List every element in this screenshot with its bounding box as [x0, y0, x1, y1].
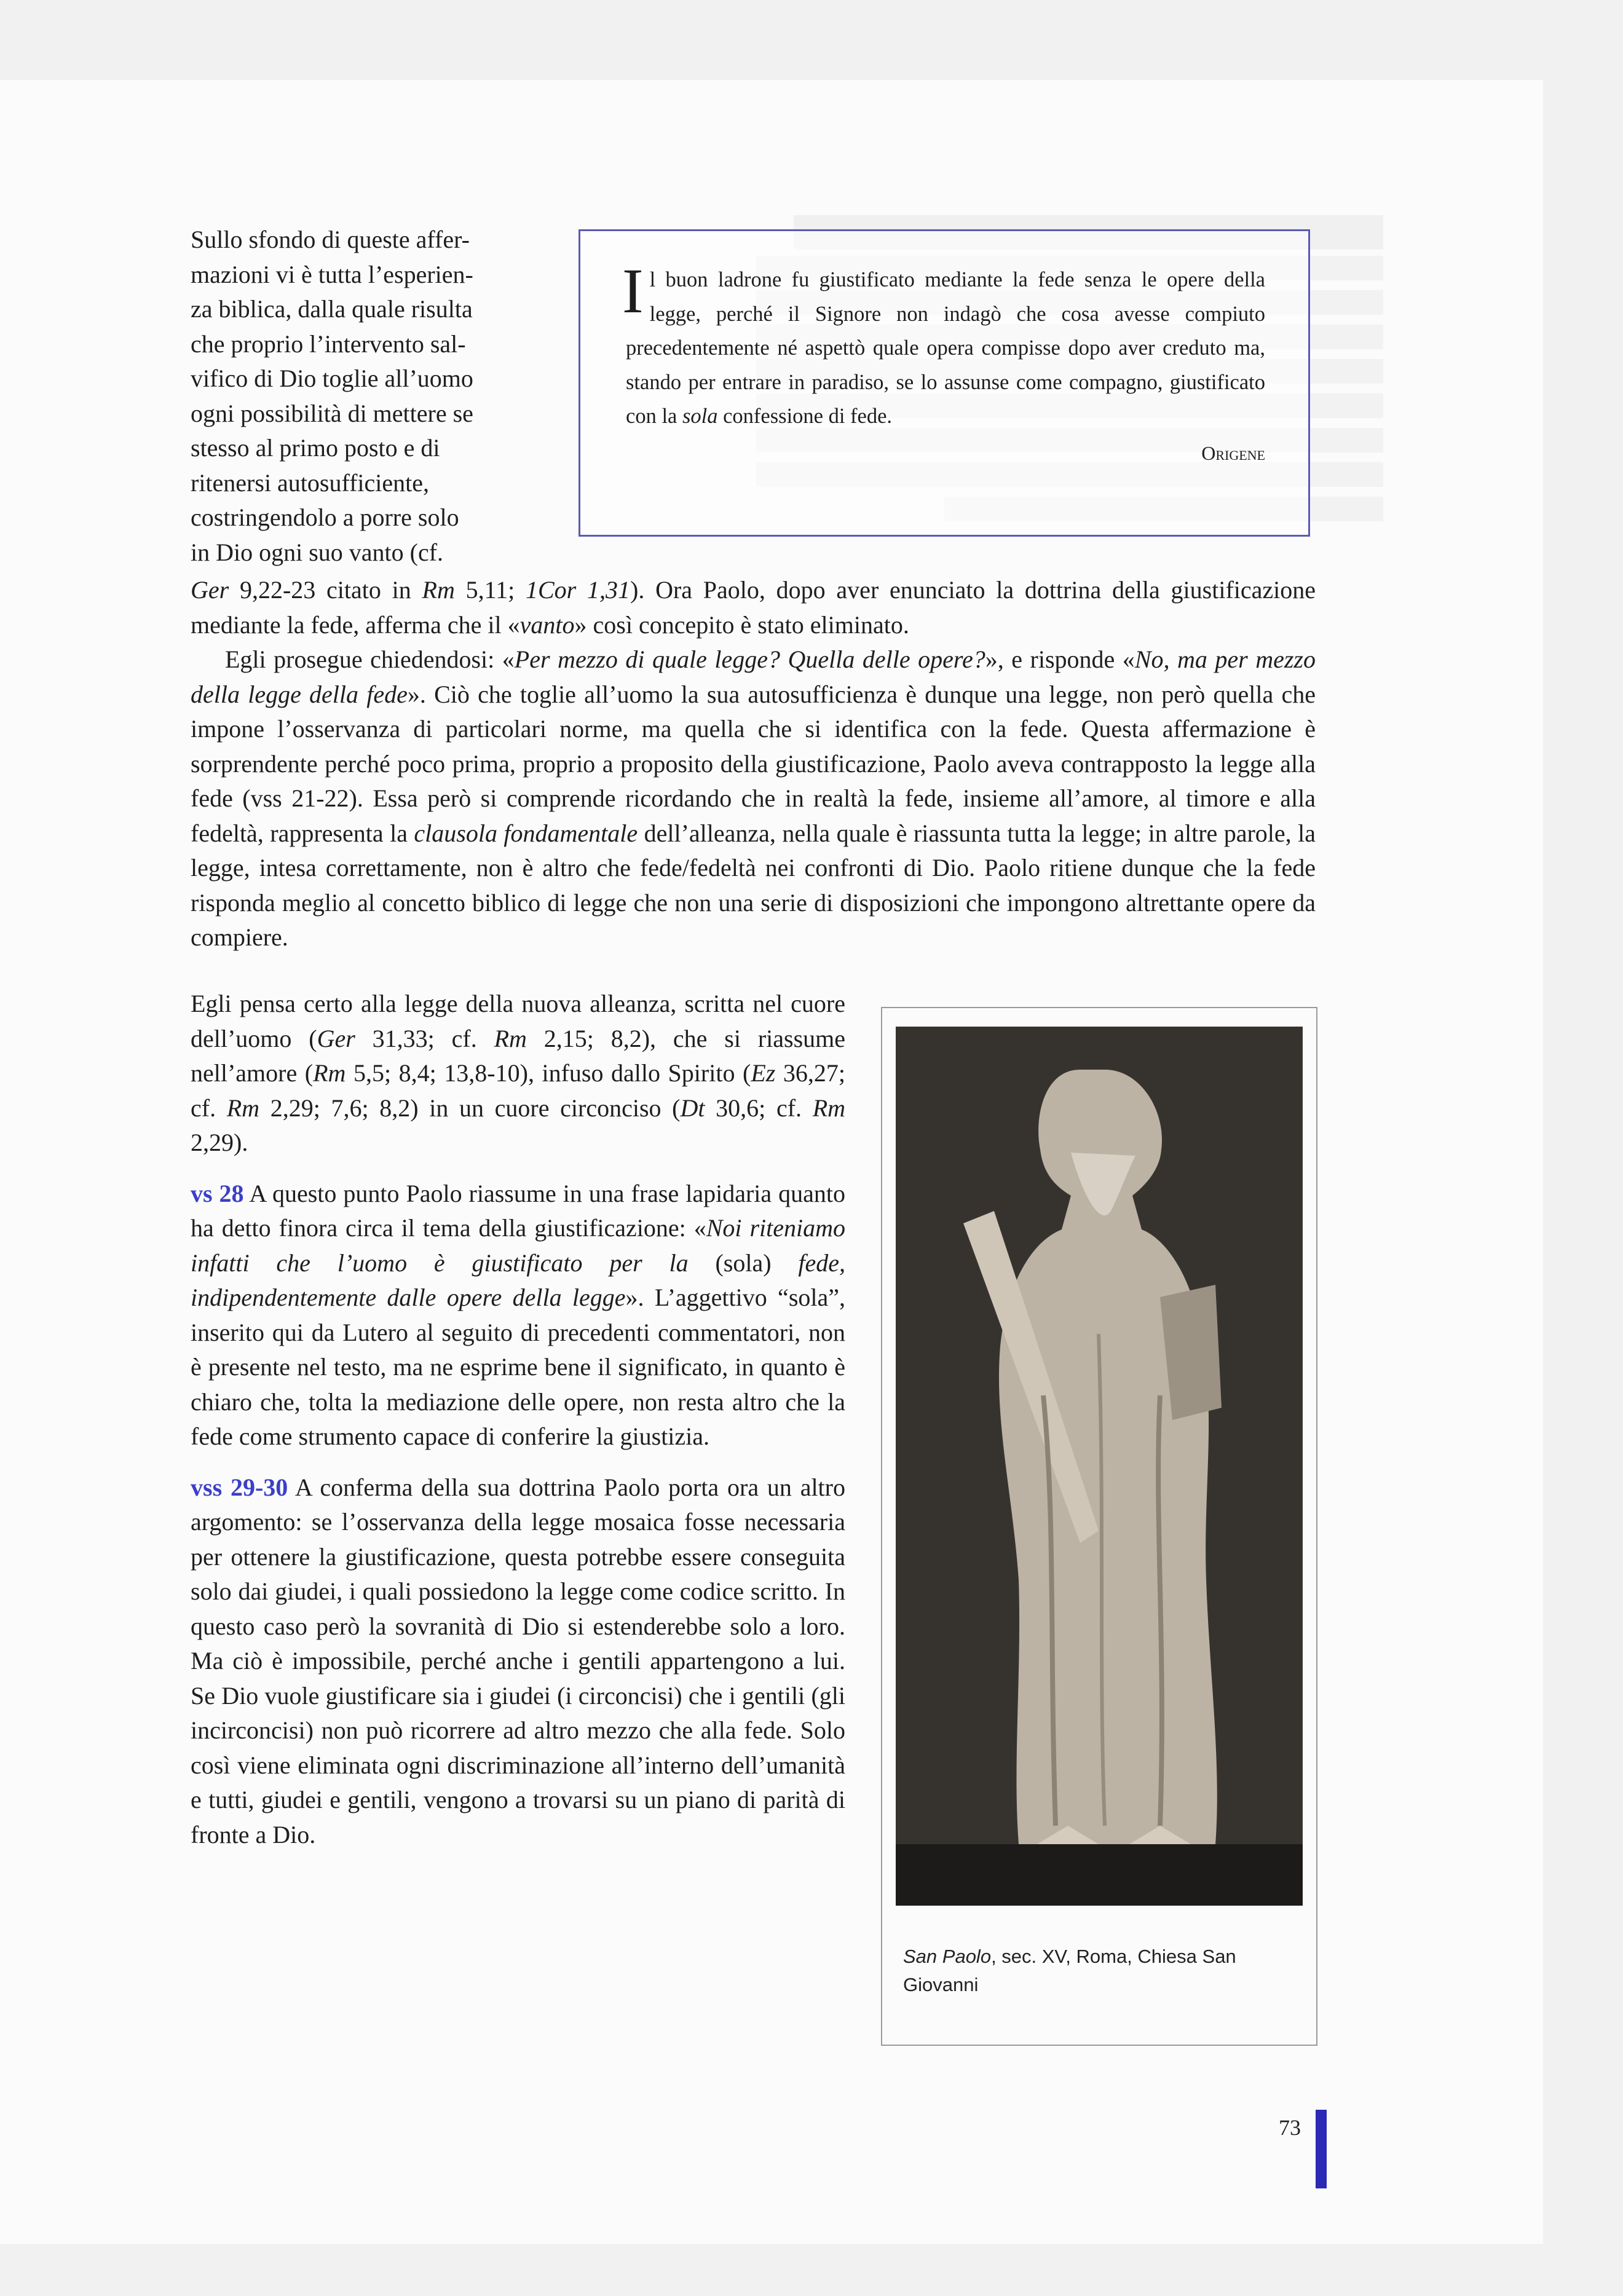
- intro-line: za biblica, dalla quale risulta: [191, 295, 473, 323]
- paragraph-1: [191, 573, 1316, 642]
- text: dell’alleanza, nella quale è riassunta tutta la legge; in altre parole, la legge, intesa correttamente, non è altro che fede/fedeltà nei confronti di Dio. Paolo ritiene dunque che la fede risponda meglio al concetto biblico di legge che non una serie di disposizioni che impongono altrettante opere da compiere.: [191, 819, 1316, 951]
- quote-author: Origene: [1201, 441, 1265, 464]
- ref: 1Cor 1,31: [526, 576, 631, 604]
- text: A questo punto Paolo riassume in una frase lapidaria quanto ha detto finora circa il tema della giustificazione: «: [191, 1179, 845, 1242]
- ref: Ger: [191, 576, 229, 604]
- text: 2,29).: [191, 1129, 248, 1156]
- figure-box: [881, 1007, 1317, 2046]
- text: 2,29; 7,6; 8,2) in un cuore circonciso (: [259, 1094, 681, 1122]
- intro-line: ogni possibilità di mettere se: [191, 399, 473, 427]
- origen-quote-box: [579, 229, 1310, 537]
- page-tab-marker: [1316, 2110, 1327, 2188]
- verse-label: vs 28: [191, 1179, 244, 1207]
- text: Egli pensa certo alla legge della nuova alleanza, scritta nel cuore dell’uomo (: [191, 990, 845, 1052]
- text: 30,6; cf.: [705, 1094, 813, 1122]
- intro-line: mazioni vi è tutta l’esperien-: [191, 260, 473, 288]
- body-left-column: [191, 987, 845, 1852]
- intro-line: in Dio ogni suo vanto (cf.: [191, 538, 444, 566]
- text: (sola): [688, 1249, 799, 1277]
- ref: Ger: [317, 1024, 355, 1052]
- text: 2,15; 8,2), che si riassume nell’amore (: [191, 1024, 846, 1087]
- text: ». Ciò che toglie all’uomo la sua autosufficienza è dunque una legge, non però quella che impone l’osservanza di particolari norme, ma quella che si identifica con la fede. Questa affermazione è sorprendente perché poco prima, proprio a proposito della giustificazione, Paolo aveva contrapposto la legge alla fede (vss 21-22). Essa però si comprende ricordando che in realtà la fede, insieme all’amore, al timore e alla fedeltà, rappresenta la: [191, 680, 1316, 847]
- ref: Rm: [422, 576, 455, 604]
- caption-rest: , sec. XV, Roma, Chiesa San Giovanni: [903, 1946, 1236, 1995]
- text: » così concepito è stato eliminato.: [574, 610, 909, 639]
- paragraph-2: [191, 642, 1316, 955]
- text: 31,33; cf.: [355, 1024, 494, 1052]
- intro-column: [191, 223, 542, 570]
- text: A conferma della sua dottrina Paolo porta ora un altro argomento: se l’osservanza della legge mosaica fosse necessaria per ottenere la giustificazione, questa potrebbe essere conseguita solo dai giudei, i quali possiedono la legge come codice scritto. In questo caso però la sovranità di Dio si estenderebbe solo a loro. Ma ciò è impossibile, perché anche i gentili appartengono a lui. Se Dio vuole giustificare sia i giudei (i circoncisi) che i gentili (gli incirconcisi) non può ricorrere ad altro mezzo che alla fede. Solo così viene eliminata ogni discriminazione all’interno dell’umanità e tutti, giudei e gentili, vengono a trovarsi su un piano di parità di fronte a Dio.: [191, 1473, 845, 1848]
- figure-caption: [903, 1943, 1303, 1999]
- ref: Rm: [313, 1059, 346, 1087]
- paragraph-vss29-30: [191, 1470, 845, 1853]
- ref: Rm: [812, 1094, 846, 1122]
- intro-line: costringendolo a porre solo: [191, 503, 459, 531]
- quote-italic: fede, indipendentemente dalle opere della legge: [191, 1249, 845, 1311]
- ref: vanto: [519, 610, 575, 639]
- quote-text: l buon ladrone fu giustificato mediante la fede senza le opere della legge, perché il Signore non indagò che cosa avesse compiuto precedentemente né aspettò quale opera compisse dopo aver creduto ma, stando per entrare in paradiso, se lo assunse come compagno, giustificato con la: [626, 268, 1265, 428]
- text: ». L’aggettivo “sola”, inserito qui da Lutero al seguito di precedenti commentatori, non è presente nel testo, ma ne esprime bene il significato, in quanto è chiaro che, tolta la mediazione delle opere, non resta altro che la fede come strumento capace di conferire la giustizia.: [191, 1284, 846, 1450]
- ref: Ez: [751, 1059, 776, 1087]
- paragraph-2-continued: [191, 987, 845, 1161]
- page-number: 73: [1279, 2115, 1301, 2140]
- intro-line: vifico di Dio toglie all’uomo: [191, 365, 473, 392]
- intro-line: ritenersi autosufficiente,: [191, 468, 430, 497]
- quote-italic: No, ma per mezzo della legge della fede: [191, 645, 1316, 708]
- ref: Rm: [494, 1024, 527, 1052]
- intro-line: Sullo sfondo di queste affer-: [191, 226, 470, 253]
- text: Egli prosegue chiedendosi: «: [225, 645, 515, 673]
- text: 36,27; cf.: [191, 1059, 845, 1122]
- verse-label: vss 29-30: [191, 1473, 288, 1501]
- paragraph-vs28: [191, 1177, 845, 1454]
- text: 9,22-23 citato in: [229, 576, 422, 604]
- ref: Rm: [226, 1094, 260, 1122]
- quote-italic-word: sola: [682, 404, 718, 428]
- body-full-width: [191, 573, 1316, 955]
- caption-title: San Paolo: [903, 1946, 992, 1967]
- text: », e risponde «: [985, 645, 1135, 673]
- quote-text-end: confessione di fede.: [717, 404, 893, 428]
- quote-italic: Noi riteniamo infatti che l’uomo è giustificato per la: [191, 1214, 845, 1277]
- intro-line: stesso al primo posto e di: [191, 434, 440, 462]
- text: ). Ora Paolo, dopo aver enunciato la dottrina della giustificazione mediante la fede, afferma che il «: [191, 576, 1316, 639]
- quote-drop-cap: I: [622, 256, 644, 326]
- ref: Dt: [680, 1094, 705, 1122]
- statue-photo: [896, 1027, 1303, 1906]
- text: 5,11;: [454, 576, 526, 604]
- text: 5,5; 8,4; 13,8-10), infuso dallo Spirito (: [346, 1059, 751, 1087]
- intro-line: che proprio l’intervento sal-: [191, 329, 466, 358]
- quote-italic: Per mezzo di quale legge? Quella delle opere?: [514, 645, 985, 673]
- quote-italic: clausola fondamentale: [414, 819, 638, 847]
